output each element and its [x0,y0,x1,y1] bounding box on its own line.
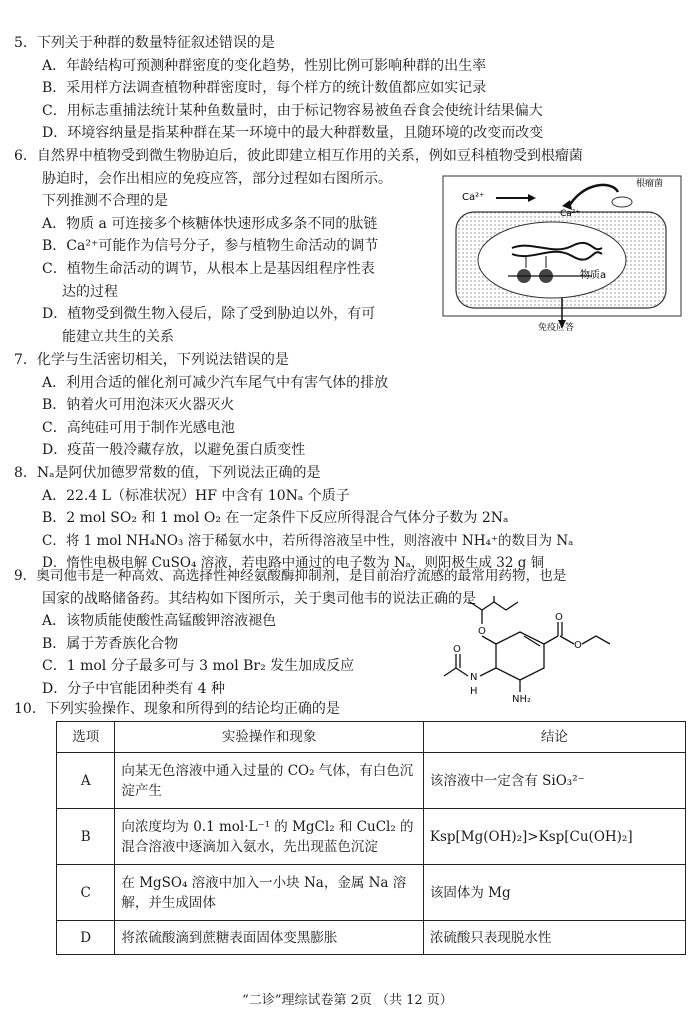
oseltamivir-structure [440,596,620,704]
question-9-option-d: D．分子中官能团种类有 4 种 [42,680,226,697]
cyclohexene-ring [496,632,544,680]
question-5-option-b: B．采用样方法调查植物种群密度时，每个样方的统计数值都应如实记录 [42,80,487,97]
ca-inside-label: Ca²⁺ [560,209,581,219]
structure-svg [440,596,620,704]
question-9-option-b: B．属于芳香族化合物 [42,635,179,652]
ethyl-ester [560,636,610,644]
table-row [57,809,686,865]
amide-h-label: H [470,686,478,697]
row-d-operation: 将浓硫酸滴到蔗糖表面固体变黑膨胀 [115,921,423,955]
ca-outside-label: Ca²⁺ [462,192,485,203]
question-10 [14,698,686,721]
row-a-conclusion: 该溶液中一定含有 SiO₃²⁻ [423,753,685,809]
header-conclusion: 结论 [423,722,685,753]
question-8-option-d: D．惰性电极电解 CuSO₄ 溶液，若电路中通过的电子数为 Nₐ，则阳极生成 32 g 铜 [42,555,545,572]
question-9-stem-line-2: 国家的战略储备药。其结构如下图所示，关于奥司他韦的说法正确的是 [42,590,476,607]
row-b-conclusion: Ksp[Mg(OH)₂]>Ksp[Cu(OH)₂] [423,809,685,865]
question-7-stem: 7．化学与生活密切相关，下列说法错误的是 [14,352,289,368]
question-8-option-b: B．2 mol SO₂ 和 1 mol O₂ 在一定条件下反应所得混合气体分子数为 2Nₐ [42,510,509,527]
question-7-option-d: D．疫苗一般冷藏存放，以避免蛋白质变性 [42,442,306,459]
amine-label: NH₂ [512,694,532,704]
question-10-stem: 10．下列实验操作、现象和所得到的结论均正确的是 [14,701,340,717]
question-6-option-d: D．植物受到微生物入侵后，除了受到胁迫以外，有可 [42,306,376,323]
question-7-option-c: C．高纯硅可用于制作光感电池 [42,419,235,436]
cell-diagram-svg [442,172,682,332]
question-7 [14,349,686,462]
row-c-option: C [57,865,115,921]
row-c-conclusion: 该固体为 Mg [423,865,685,921]
question-6-stem-line-3: 下列推测不合理的是 [42,193,168,210]
question-8-stem: 8．Nₐ是阿伏加德罗常数的值，下列说法正确的是 [14,465,321,481]
ether-oxygen-label: O [478,626,486,637]
amide-n-bond [480,668,496,676]
experiment-table [56,721,686,955]
carbonyl-oxygen-label: O [555,612,563,623]
question-8-option-a: A．22.4 L（标准状况）HF 中含有 10Nₐ 个质子 [42,487,350,504]
question-5 [14,32,686,145]
ether-bond-ring [482,636,496,644]
question-5-option-a: A．年龄结构可预测种群密度的变化趋势，性别比例可影响种群的出生率 [42,57,487,74]
question-5-stem: 5．下列关于种群的数量特征叙述错误的是 [14,35,275,51]
table-header-row [57,722,686,753]
question-7-option-b: B．钠着火可用泡沫灭火器灭火 [42,397,235,414]
pentyl-chain [470,602,518,610]
question-5-option-c: C．用标志重捕法统计某种鱼数量时，由于标记物容易被鱼吞食会使统计结果偏大 [42,102,543,119]
row-a-option: A [57,753,115,809]
question-6-option-c: C．植物生命活动的调节，从根本上是基因组程序性表 [42,260,375,277]
header-operation: 实验操作和现象 [115,722,423,753]
question-6-stem-line-2: 胁迫时，会作出相应的免疫应答，部分过程如右图所示。 [42,170,392,187]
table-row [57,753,686,809]
question-6-option-b: B．Ca²⁺可能作为信号分子，参与植物生命活动的调节 [42,238,379,255]
row-c-operation: 在 MgSO₄ 溶液中加入一小块 Na，金属 Na 溶解，并生成固体 [115,865,423,921]
ester-oxygen-label: O [574,640,582,651]
question-9-option-a: A．该物质能使酸性高锰酸钾溶液褪色 [42,613,277,630]
rhizobium-label: 根瘤菌 [636,179,664,189]
row-d-conclusion: 浓硫酸只表现脱水性 [423,921,685,955]
question-9-stem-line-1: 9．奥司他韦是一种高效、高选择性神经氨酸酶抑制剂，是目前治疗流感的最常用药物，也是 [14,568,567,584]
page-footer: “二诊”理综试卷第 2页 （共 12 页） [242,993,453,1008]
question-6-stem-line-1: 6．自然界中植物受到微生物胁迫后，彼此即建立相互作用的关系，例如豆科植物受到根瘤菌 [14,148,583,164]
question-9-option-c: C．1 mol 分子最多可与 3 mol Br₂ 发生加成反应 [42,658,355,675]
substance-a-label: 物质a [580,270,607,281]
ester-bond [544,636,558,644]
question-7-option-a: A．利用合适的催化剂可减少汽车尾气中有害气体的排放 [42,374,389,391]
amide-n-label: N [470,672,478,683]
row-b-option: B [57,809,115,865]
row-b-operation: 向浓度均为 0.1 mol·L⁻¹ 的 MgCl₂ 和 CuCl₂ 的混合溶液中逐滴加入氨水，先出现蓝色沉淀 [115,809,423,865]
question-8-option-c: C．将 1 mol NH₄NO₃ 溶于稀氨水中，若所得溶液呈中性，则溶液中 NH₄⁺的数目为 Nₐ [42,532,574,549]
header-option: 选项 [57,722,115,753]
question-6-option-d-cont: 能建立共生的关系 [62,328,174,345]
table-row [57,865,686,921]
plant-immune-response-diagram [442,172,682,332]
question-5-option-d: D．环境容纳量是指某种群在某一环境中的最大种群数量，且随环境的改变而改变 [42,125,544,142]
nucleus [478,222,626,298]
rhizobium-cell [612,197,632,207]
row-a-operation: 向某无色溶液中通入过量的 CO₂ 气体，有白色沉淀产生 [115,753,423,809]
question-6-option-a: A．物质 a 可连接多个核糖体快速形成多条不同的肽链 [42,215,378,232]
carbonyl-double-bond [558,622,562,636]
table-row [57,921,686,955]
question-6-option-c-cont: 达的过程 [62,283,118,300]
acetyl-oxygen-label: O [453,644,461,655]
immune-response-label: 免疫应答 [538,323,575,332]
acetyl-chain [444,668,468,676]
question-8 [14,462,686,575]
row-d-option: D [57,921,115,955]
acetyl-carbonyl [456,654,460,668]
